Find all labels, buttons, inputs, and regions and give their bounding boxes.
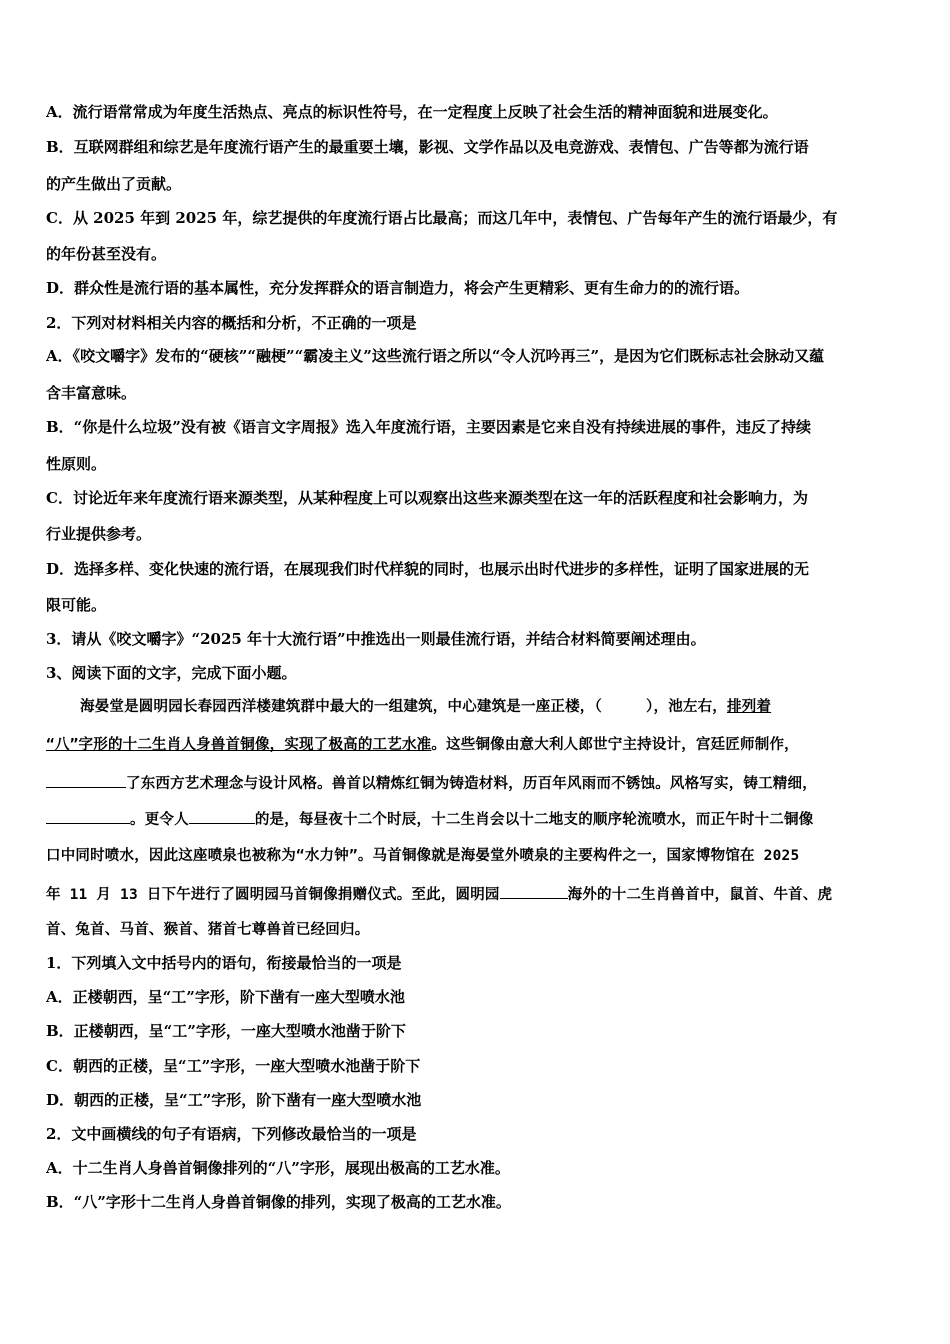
underlined-sentence: “八”字形的十二生肖人身兽首铜像，实现了极高的工艺水准 [46,737,432,753]
passage-line-7: 首、兔首、马首、猴首、猪首七尊兽首已经回归。 [46,922,370,938]
option-d: D．群众性是流行语的基本属性，充分发挥群众的语言制造力，将会产生更精彩、更有生命力的的流行语。 [46,279,750,297]
q2-option-d-line2: 限可能。 [46,596,107,614]
passage-text: 的是，每昼夜十二个时辰，十二生肖会以十二地支的顺序轮流喷水，而正午时十二铜像 [254,812,814,828]
passage-line-5: 口中同时喷水，因此这座喷泉也被称为“水力钟”。马首铜像就是海晏堂外喷泉的主要构件之一，国家博物馆在 2025 [46,848,800,864]
sub-question-2-stem: 2．文中画横线的句子有语病，下列修改最恰当的一项是 [46,1125,417,1143]
passage-line-6 [46,883,906,903]
sq1-option-c: C．朝西的正楼，呈“工”字形，一座大型喷水池凿于阶下 [46,1057,421,1075]
passage-line-4 [46,808,906,828]
q2-option-c-line2: 行业提供参考。 [46,525,152,543]
q2-option-c-line1: C．讨论近年来年度流行语来源类型，从某种程度上可以观察出这些来源类型在这一年的活跃程度和社会影响力，为 [46,489,808,507]
passage-line-2 [46,735,906,755]
sq1-option-d: D．朝西的正楼，呈“工”字形，阶下凿有一座大型喷水池 [46,1091,422,1109]
fill-blank-2[interactable] [46,808,130,824]
option-a: A．流行语常常成为年度生活热点、亮点的标识性符号，在一定程度上反映了社会生活的精神面貌和进展变化。 [46,103,778,121]
passage-text: 。更令人 [130,812,189,828]
option-c-line2: 的年份甚至没有。 [46,245,167,263]
passage-text: 。这些铜像由意大利人郎世宁主持设计，宫廷匠师制作， [431,737,799,753]
fill-blank-3[interactable] [189,808,255,824]
question-3-stem: 3．请从《咬文嚼字》“2025 年十大流行语”中推选出一则最佳流行语，并结合材料简要阐述理由。 [46,630,706,648]
passage-text: 海晏堂是圆明园长春园西洋楼建筑群中最大的一组建筑，中心建筑是一座正楼，（ ），池左右， [80,699,727,715]
q2-option-b-line2: 性原则。 [46,455,107,473]
option-b-line1: B．互联网群组和综艺是年度流行语产生的最重要土壤，影视、文学作品以及电竞游戏、表情包、广告等都为流行语 [46,138,809,156]
fill-blank-4[interactable] [500,883,568,899]
sub-question-1-stem: 1．下列填入文中括号内的语句，衔接最恰当的一项是 [46,954,402,972]
option-b-line2: 的产生做出了贡献。 [46,175,182,193]
passage-text: 年 11 月 13 日下午进行了圆明园马首铜像捐赠仪式。至此，圆明园 [46,887,500,903]
passage-text: 了东西方艺术理念与设计风格。兽首以精炼红铜为铸造材料，历百年风雨而不锈蚀。风格写实，铸工精细， [126,776,817,792]
underlined-text: 排列着 [727,699,772,715]
sq1-option-a: A．正楼朝西，呈“工”字形，阶下凿有一座大型喷水池 [46,988,405,1006]
passage-line-1 [80,697,906,717]
section-3-title: 3、阅读下面的文字，完成下面小题。 [46,664,297,682]
q2-option-a-line2: 含丰富意味。 [46,384,137,402]
fill-blank-1[interactable] [46,772,126,788]
sq1-option-b: B．正楼朝西，呈“工”字形，一座大型喷水池凿于阶下 [46,1022,406,1040]
q2-option-b-line1: B．“你是什么垃圾”没有被《语言文字周报》选入年度流行语，主要因素是它来自没有持续进展的事件，违反了持续 [46,418,811,436]
passage-line-3 [46,772,906,792]
sq2-option-b: B．“八”字形十二生肖人身兽首铜像的排列，实现了极高的工艺水准。 [46,1193,511,1211]
q2-option-a-line1: A．《咬文嚼字》发布的“硬核”“融梗”“霸凌主义”这些流行语之所以“令人沉吟再三”，是因为它们既标志社会脉动又蕴 [46,347,825,365]
passage-text: 海外的十二生肖兽首中，鼠首、牛首、虎 [567,887,833,903]
option-c-line1: C．从 2025 年到 2025 年，综艺提供的年度流行语占比最高；而这几年中，表情包、广告每年产生的流行语最少，有 [46,209,838,227]
q2-option-d-line1: D．选择多样、变化快速的流行语，在展现我们时代样貌的同时，也展示出时代进步的多样性，证明了国家进展的无 [46,560,810,578]
question-2-stem: 2．下列对材料相关内容的概括和分析，不正确的一项是 [46,314,417,332]
sq2-option-a: A．十二生肖人身兽首铜像排列的“八”字形，展现出极高的工艺水准。 [46,1159,510,1177]
